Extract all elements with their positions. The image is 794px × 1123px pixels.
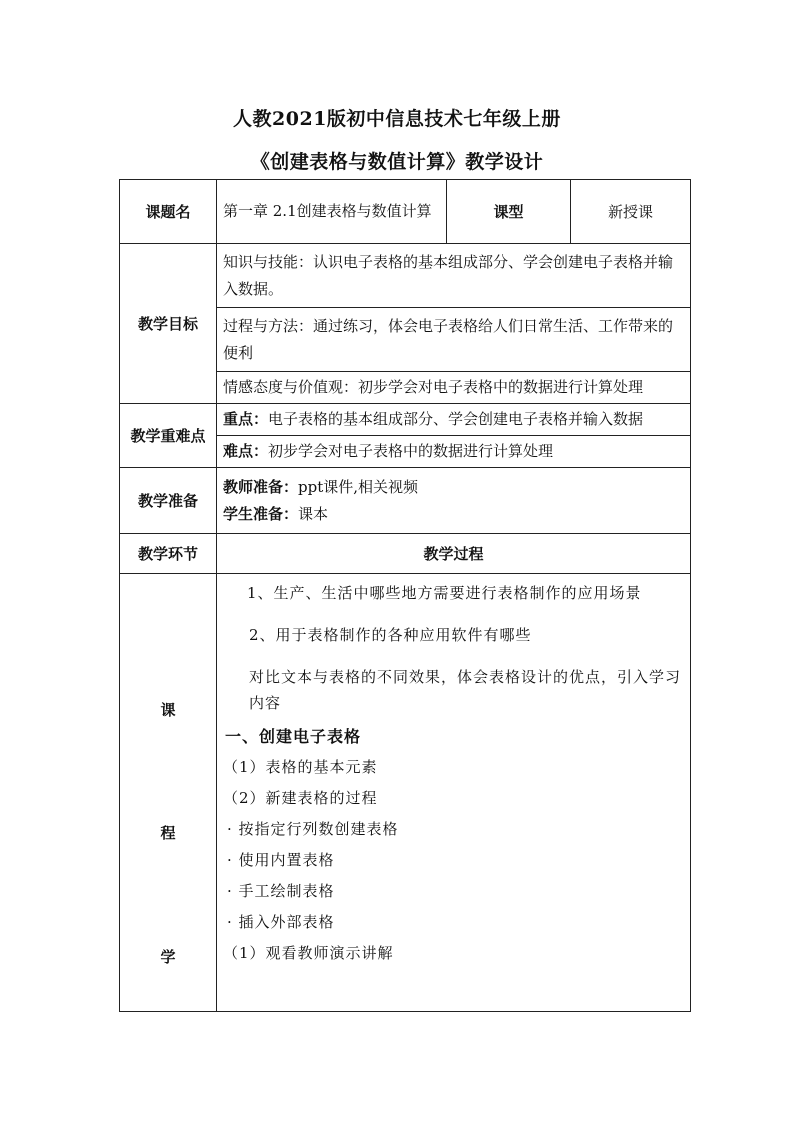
- lesson-title: 《创建表格与数值计算》教学设计: [250, 151, 544, 173]
- process-row: [120, 574, 691, 1012]
- focus-cell: [217, 404, 691, 436]
- difficulty-cell: [217, 436, 691, 468]
- student-prep-label: 学生准备：: [223, 504, 299, 523]
- side-char: 程: [160, 824, 176, 842]
- side-char: 学: [160, 948, 176, 966]
- process-line: · 使用内置表格: [227, 851, 335, 869]
- preparation-label: 教学准备: [120, 468, 217, 534]
- lesson-type-label: 课型: [447, 180, 571, 244]
- process-side-label: [120, 574, 217, 1012]
- difficulty-text: 初步学会对电子表格中的数据进行计算处理: [268, 442, 554, 460]
- topic-value: 第一章 2.1创建表格与数值计算: [217, 180, 447, 244]
- key-point-row: [120, 404, 691, 436]
- teacher-preparation: [223, 474, 684, 501]
- document-title: 人教2021版初中信息技术七年级上册: [233, 108, 561, 130]
- side-char: 课: [160, 701, 176, 719]
- process-content: [217, 574, 691, 1012]
- objective-knowledge: 知识与技能：认识电子表格的基本组成部分、学会创建电子表格并输入数据。: [217, 244, 691, 308]
- process-line: · 手工绘制表格: [227, 882, 335, 900]
- teacher-prep-label: 教师准备：: [223, 477, 299, 496]
- preparation-row: [120, 468, 691, 534]
- process-line: 2、用于表格制作的各种应用软件有哪些: [249, 626, 532, 644]
- preparation-cell: [217, 468, 691, 534]
- process-line: · 插入外部表格: [227, 913, 335, 931]
- objectives-label: 教学目标: [120, 244, 217, 404]
- teacher-prep-text: ppt课件,相关视频: [298, 477, 419, 496]
- process-line: 1、生产、生活中哪些地方需要进行表格制作的应用场景: [247, 584, 642, 602]
- focus-label: 重点：: [223, 410, 269, 428]
- student-preparation: [223, 501, 684, 528]
- process-line: （2）新建表格的过程: [223, 789, 378, 807]
- process-line: （1）表格的基本元素: [223, 758, 378, 776]
- objective-process: 过程与方法：通过练习，体会电子表格给人们日常生活、工作带来的便利: [217, 308, 691, 372]
- process-line: （1）观看教师演示讲解: [223, 944, 394, 962]
- stage-header-row: [120, 534, 691, 574]
- objective-row: [120, 244, 691, 308]
- process-header: 教学过程: [217, 534, 691, 574]
- topic-row: [120, 180, 691, 244]
- key-points-label: 教学重难点: [120, 404, 217, 468]
- lesson-plan-table: [119, 179, 691, 1012]
- stages-label: 教学环节: [120, 534, 217, 574]
- focus-text: 电子表格的基本组成部分、学会创建电子表格并输入数据: [268, 410, 644, 428]
- student-prep-text: 课本: [298, 504, 329, 523]
- topic-label: 课题名: [120, 180, 217, 244]
- process-line: 对比文本与表格的不同效果，体会表格设计的优点，引入学习内容: [249, 668, 682, 712]
- difficulty-label: 难点：: [223, 442, 269, 460]
- lesson-type-value: 新授课: [571, 180, 691, 244]
- process-line: · 按指定行列数创建表格: [227, 820, 399, 838]
- objective-attitude: 情感态度与价值观：初步学会对电子表格中的数据进行计算处理: [217, 372, 691, 404]
- section-heading: 一、创建电子表格: [225, 727, 362, 746]
